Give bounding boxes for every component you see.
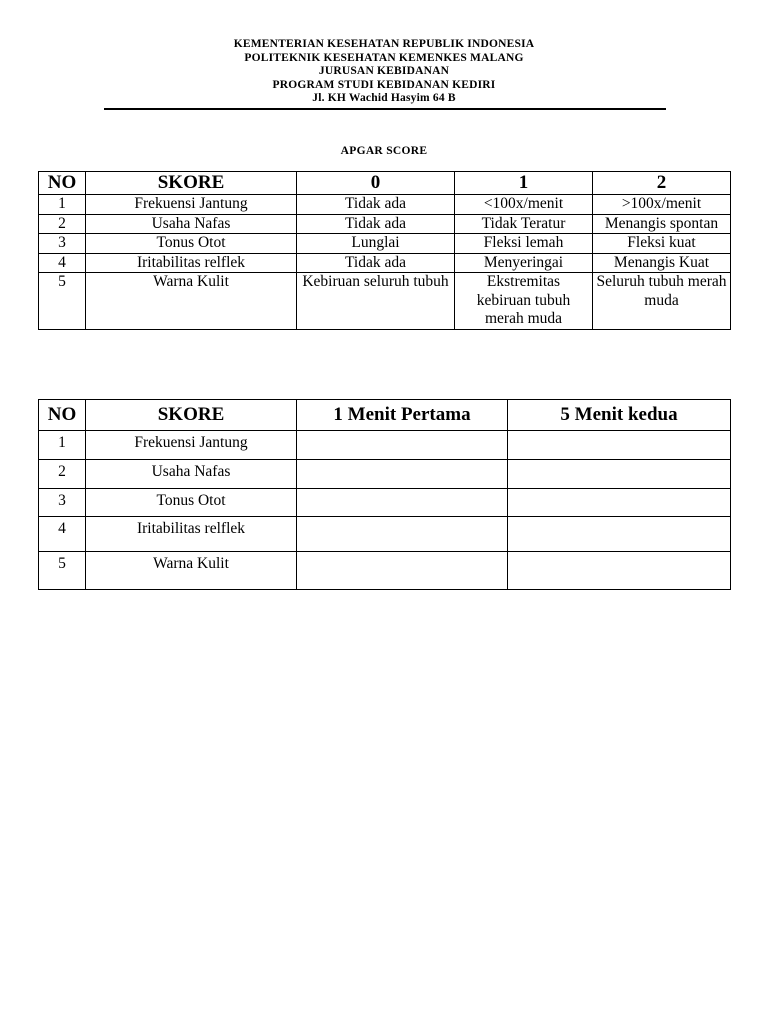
table-cell: Warna Kulit: [86, 273, 297, 330]
column-header-score-1: 1: [455, 172, 593, 195]
score-entry-cell[interactable]: [297, 489, 508, 517]
table-cell: 2: [39, 460, 86, 489]
table-cell: Seluruh tubuh merah muda: [593, 273, 731, 330]
table-cell: 5: [39, 273, 86, 330]
table-cell: Usaha Nafas: [86, 214, 297, 234]
table-row: [39, 431, 731, 460]
table-cell: Iritabilitas relflek: [86, 517, 297, 552]
score-entry-cell[interactable]: [508, 431, 731, 460]
table-cell: Tonus Otot: [86, 489, 297, 517]
table-cell: Usaha Nafas: [86, 460, 297, 489]
table-cell: Tidak ada: [297, 195, 455, 215]
table-cell: Warna Kulit: [86, 552, 297, 590]
table-cell: Tonus Otot: [86, 234, 297, 254]
table-cell: 4: [39, 253, 86, 273]
column-header-score-2: 2: [593, 172, 731, 195]
table-cell: 1: [39, 431, 86, 460]
column-header-fifth-minute: 5 Menit kedua: [508, 400, 731, 431]
table-cell: Iritabilitas relflek: [86, 253, 297, 273]
letterhead-department: JURUSAN KEBIDANAN: [318, 65, 450, 77]
table-row: [39, 253, 731, 273]
table-cell: <100x/menit: [455, 195, 593, 215]
table-cell: Menangis Kuat: [593, 253, 731, 273]
table-row: [39, 234, 731, 254]
table-cell: 2: [39, 214, 86, 234]
letterhead-divider: [104, 108, 666, 110]
table-cell: Menangis spontan: [593, 214, 731, 234]
table-cell: Ekstremitas kebiruan tubuh merah muda: [455, 273, 593, 330]
table-cell: Lunglai: [297, 234, 455, 254]
column-header-skore: SKORE: [86, 400, 297, 431]
table-cell: 5: [39, 552, 86, 590]
table-cell: Fleksi kuat: [593, 234, 731, 254]
table-cell: Tidak ada: [297, 214, 455, 234]
score-entry-cell[interactable]: [508, 517, 731, 552]
apgar-criteria-table: [38, 171, 731, 330]
table-row: [39, 214, 731, 234]
table-cell: 4: [39, 517, 86, 552]
score-entry-cell[interactable]: [297, 460, 508, 489]
letterhead-address: Jl. KH Wachid Hasyim 64 B: [312, 92, 456, 104]
score-entry-cell[interactable]: [508, 552, 731, 590]
table-cell: Tidak ada: [297, 253, 455, 273]
table-header-row: [39, 400, 731, 431]
column-header-score-0: 0: [297, 172, 455, 195]
letterhead-ministry: KEMENTERIAN KESEHATAN REPUBLIK INDONESIA: [233, 38, 535, 50]
column-header-no: NO: [39, 400, 86, 431]
table-cell: 3: [39, 489, 86, 517]
score-entry-cell[interactable]: [508, 460, 731, 489]
score-entry-cell[interactable]: [508, 489, 731, 517]
score-entry-cell[interactable]: [297, 431, 508, 460]
column-header-skore: SKORE: [86, 172, 297, 195]
table-cell: Kebiruan seluruh tubuh: [297, 273, 455, 330]
table-row: [39, 517, 731, 552]
column-header-first-minute: 1 Menit Pertama: [297, 400, 508, 431]
apgar-assessment-table: [38, 399, 731, 590]
table-cell: Frekuensi Jantung: [86, 431, 297, 460]
table-header-row: [39, 172, 731, 195]
table-cell: Menyeringai: [455, 253, 593, 273]
letterhead: [0, 38, 768, 106]
document-title: APGAR SCORE: [340, 145, 428, 157]
table-cell: >100x/menit: [593, 195, 731, 215]
letterhead-polytechnic: POLITEKNIK KESEHATAN KEMENKES MALANG: [244, 51, 524, 64]
table-cell: Frekuensi Jantung: [86, 195, 297, 215]
table-row: [39, 460, 731, 489]
column-header-no: NO: [39, 172, 86, 195]
score-entry-cell[interactable]: [297, 552, 508, 590]
table-cell: 1: [39, 195, 86, 215]
table-row: [39, 273, 731, 330]
table-row: [39, 489, 731, 517]
table-row: [39, 552, 731, 590]
score-entry-cell[interactable]: [297, 517, 508, 552]
table-cell: 3: [39, 234, 86, 254]
table-row: [39, 195, 731, 215]
letterhead-program: PROGRAM STUDI KEBIDANAN KEDIRI: [272, 78, 496, 91]
table-cell: Fleksi lemah: [455, 234, 593, 254]
table-cell: Tidak Teratur: [455, 214, 593, 234]
